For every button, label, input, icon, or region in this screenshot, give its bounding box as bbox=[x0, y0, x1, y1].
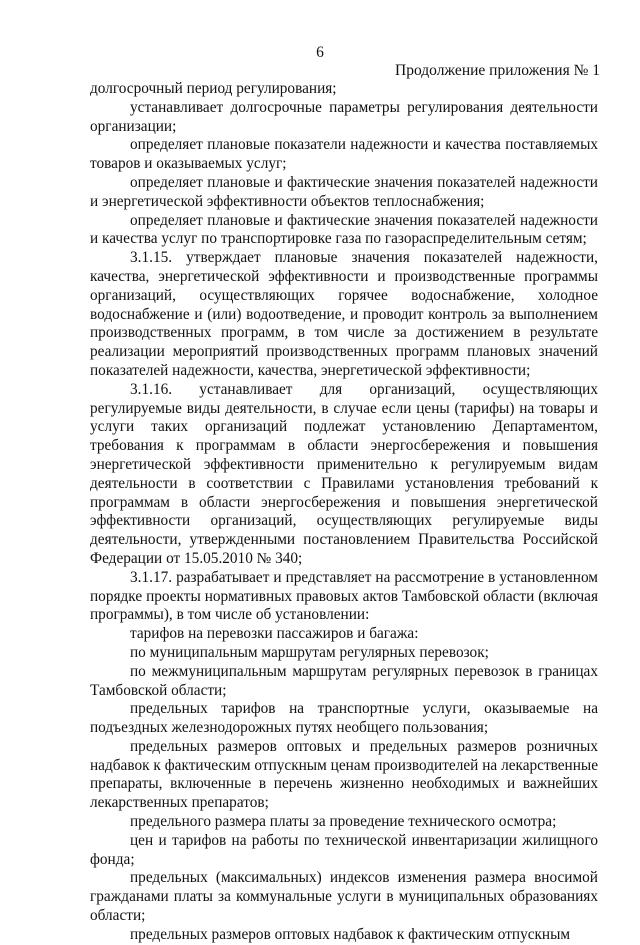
list-item: тарифов на перевозки пассажиров и багажа: bbox=[130, 625, 419, 643]
list-item: предельных (максимальных) индексов изменения размера вносимой гражданами платы за коммунальные услуги в муниципальных образованиях области; bbox=[90, 869, 598, 925]
list-item: предельного размера платы за проведение технического осмотра; bbox=[130, 813, 557, 831]
document-body bbox=[90, 80, 598, 945]
paragraph: устанавливает долгосрочные параметры регулирования деятельности организации; bbox=[90, 98, 598, 135]
list-item: по муниципальным маршрутам регулярных перевозок; bbox=[130, 643, 489, 661]
paragraph-3-1-16: 3.1.16. устанавливает для организаций, осуществляющих регулируемые виды деятельности, в случае если цены (тарифы) на товары и услуги таких организаций подлежат установлению Департаментом, требования к программам в области энергосбережения и повышения энергетической эффективности применительно к регулируемым видам деятельности в соответствии с Правилами установления требований к программам в области энергосбережения и повышения энергетической эффективности организаций, осуществляющих регулируемые виды деятельности, утвержденными постановлением Правительства Российской Федерации от 15.05.2010 № 340; bbox=[90, 380, 598, 567]
list-item: предельных тарифов на транспортные услуги, оказываемые на подъездных железнодорожных путях необщего пользования; bbox=[90, 700, 598, 737]
paragraph: определяет плановые и фактические значения показателей надежности и качества услуг по транспортировке газа по газораспределительным сетям; bbox=[90, 211, 598, 248]
list-item: цен и тарифов на работы по технической инвентаризации жилищного фонда; bbox=[90, 831, 598, 868]
paragraph: определяет плановые показатели надежности и качества поставляемых товаров и оказываемых услуг; bbox=[90, 136, 598, 173]
list-item: по межмуниципальным маршрутам регулярных перевозок в границах Тамбовской области; bbox=[90, 662, 598, 699]
paragraph-3-1-15: 3.1.15. утверждает плановые значения показателей надежности, качества, энергетической эффективности и производственные программы организаций, осуществляющих горячее водоснабжение, холодное водоснабжение и (или) водоотведение, и проводит контроль за выполнением производственных программ, в том числе за достижением в результате реализации мероприятий производственных программ плановых значений показателей надежности, качества, энергетической эффективности; bbox=[90, 249, 598, 379]
paragraph: долгосрочный период регулирования; bbox=[90, 80, 337, 97]
list-item: предельных размеров оптовых надбавок к фактическим отпускным bbox=[130, 925, 571, 943]
list-item: предельных размеров оптовых и предельных размеров розничных надбавок к фактическим отпускным ценам производителей на лекарственные препараты, включенные в перечень жизненно необходимых и важнейших лекарственных препаратов; bbox=[90, 737, 598, 812]
appendix-continuation-label: Продолжение приложения № 1 bbox=[395, 62, 600, 79]
page-number: 6 bbox=[316, 44, 324, 61]
paragraph: определяет плановые и фактические значения показателей надежности и энергетической эффективности объектов теплоснабжения; bbox=[90, 173, 598, 210]
paragraph-3-1-17: 3.1.17. разрабатывает и представляет на рассмотрение в установленном порядке проекты нормативных правовых актов Тамбовской области (включая программы), в том числе об установлении: bbox=[90, 568, 598, 624]
